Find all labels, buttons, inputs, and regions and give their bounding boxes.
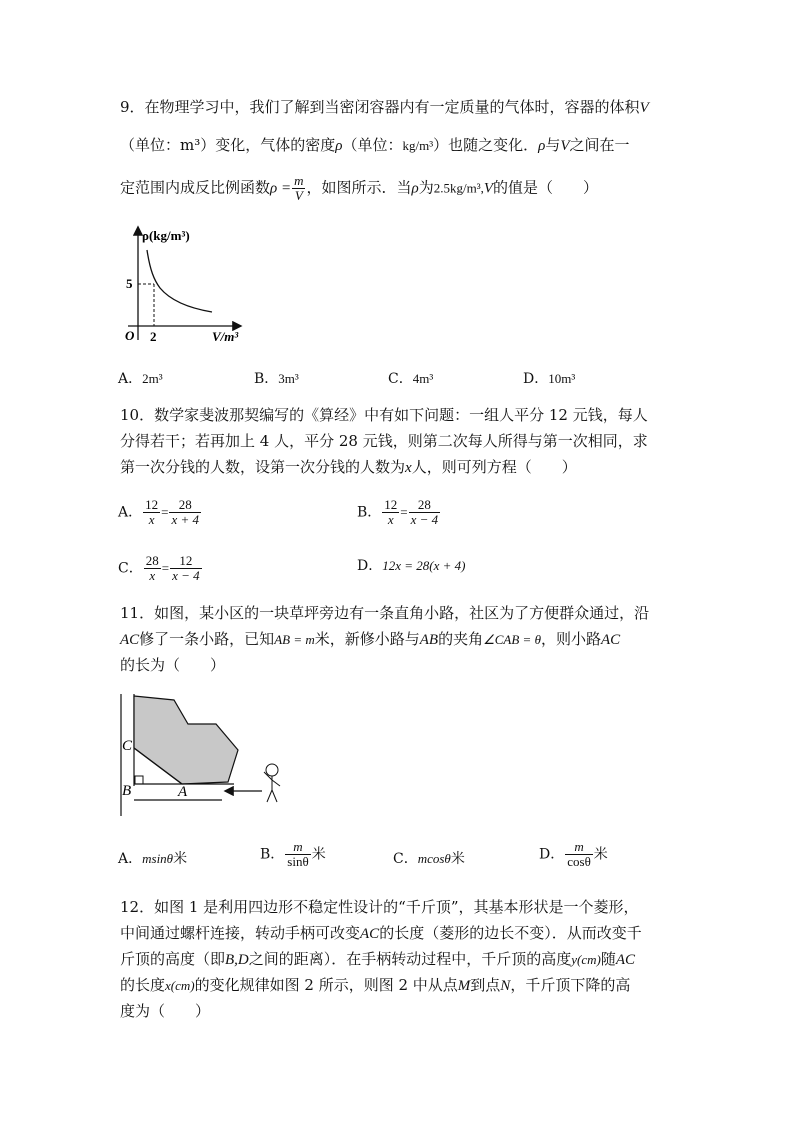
q11-line1: 11．如图，某小区的一块草坪旁边有一条直角小路，社区为了方便群众通过，沿 — [120, 604, 650, 622]
q11-option-c[interactable]: C．mcosθ米 — [393, 851, 465, 867]
right-angle-mark — [135, 776, 143, 784]
q11-line3: 的长为（ ） — [120, 656, 226, 674]
q10-option-c[interactable]: C． $\frac{28}{x}$ = $\frac{12}{x - 4}$ — [118, 553, 200, 583]
q10-option-a[interactable]: A． $\frac{12}{x}$ = $\frac{28}{x + 4}$ — [118, 497, 200, 527]
q12-line2: 中间通过螺杆连接，转动手柄可改变AC的长度（菱形的边长不变）．从而改变千 — [120, 924, 642, 942]
density-volume-graph — [116, 222, 256, 350]
q9-option-b[interactable]: B．3m³ — [254, 371, 299, 387]
q9-option-a[interactable]: A．2m³ — [118, 371, 163, 387]
person-head — [266, 764, 278, 776]
q9-line3: 定范围内成反比例函数ρ = $\frac{m}{V}$ ，如图所示．当ρ为2.5kg/m³,V的值是（ ） — [120, 173, 599, 203]
x-axis-label: V/m³ — [212, 329, 239, 344]
q12-line3: 斤顶的高度（即B,D之间的距离）．在手柄转动过程中，千斤顶的高度y(cm)随AC — [120, 950, 636, 968]
origin-label: O — [125, 328, 135, 343]
q10-option-b[interactable]: B． $\frac{12}{x}$ = $\frac{28}{x - 4}$ — [357, 497, 439, 527]
q10-line2: 分得若干；若再加上 4 人，平分 28 元钱，则第二次每人所得与第一次相同，求 — [120, 432, 648, 450]
q10-option-d[interactable]: D．12x = 28(x + 4) — [357, 558, 466, 574]
q11-line2: AC修了一条小路，已知AB = m米，新修小路与AB的夹角∠CAB = θ，则小路AC — [120, 630, 621, 648]
point-b-label: B — [122, 783, 132, 799]
q10-line3: 第一次分钱的人数，设第一次分钱的人数为x人，则可列方程（ ） — [120, 458, 577, 476]
q12-line5: 度为（ ） — [120, 1002, 211, 1020]
lawn-path-figure — [114, 692, 294, 820]
lawn-shape — [134, 696, 238, 784]
person-arm-right — [272, 780, 280, 786]
q9-line1: 9．在物理学习中，我们了解到当密闭容器内有一定质量的气体时，容器的体积V — [120, 98, 649, 116]
y-tick-label: 5 — [126, 276, 133, 291]
x-tick-label: 2 — [150, 329, 157, 344]
q10-line1: 10．数学家斐波那契编写的《算经》中有如下问题：一组人平分 12 元钱，每人 — [120, 406, 648, 424]
q9-option-d[interactable]: D．10m³ — [523, 371, 576, 387]
person-leg-left — [267, 790, 272, 802]
q11-option-a[interactable]: A．msinθ米 — [118, 851, 188, 867]
person-leg-right — [272, 790, 277, 802]
density-formula-lhs: ρ = — [270, 180, 292, 197]
q9-line2: （单位：m³）变化，气体的密度ρ（单位：kg/m³）也随之变化．ρ与V之间在一 — [120, 136, 630, 154]
inverse-curve — [147, 250, 212, 312]
point-a-label: A — [178, 784, 188, 800]
q11-option-b[interactable]: B． $\frac{m}{\sin\theta}$ 米 — [260, 839, 326, 869]
y-axis-label: ρ(kg/m³) — [142, 228, 190, 243]
q12-line1: 12．如图 1 是利用四边形不稳定性设计的“千斤顶”，其基本形状是一个菱形， — [120, 898, 639, 916]
q11-option-d[interactable]: D． $\frac{m}{\cos\theta}$ 米 — [539, 839, 608, 869]
density-formula-frac: $\frac{m}{V}$ — [294, 173, 304, 203]
point-c-label: C — [122, 738, 133, 754]
q9-option-c[interactable]: C．4m³ — [388, 371, 434, 387]
q12-line4: 的长度x(cm)的变化规律如图 2 所示，则图 2 中从点M到点N，千斤顶下降的高 — [120, 976, 631, 994]
